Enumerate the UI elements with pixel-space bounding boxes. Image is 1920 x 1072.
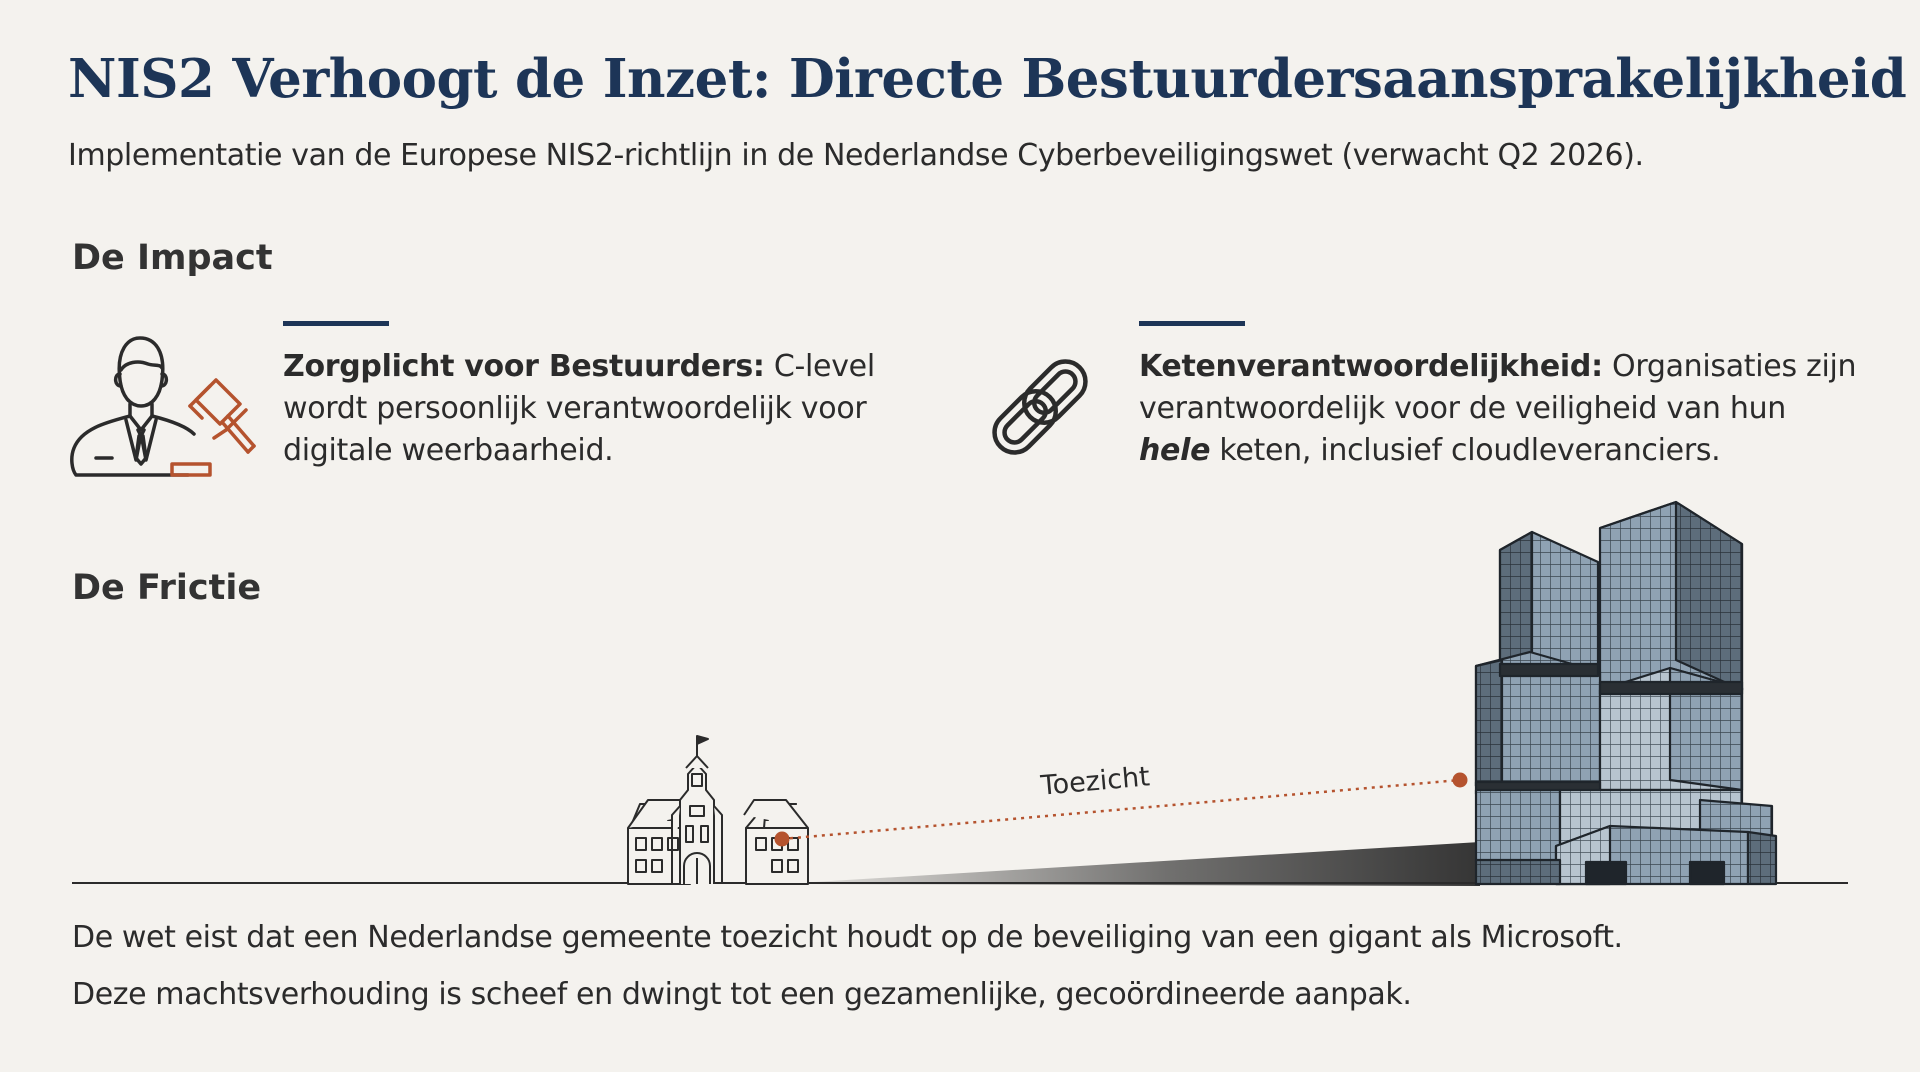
connector-endpoint-left (775, 832, 790, 847)
card-body: C-level wordt persoonlijk verantwoordelijk voor digitale weerbaarheid. (283, 349, 875, 468)
card-bold-label: Zorgplicht voor Bestuurders: (283, 349, 765, 384)
frictie-heading: De Frictie (72, 568, 262, 608)
card-bold-label: Ketenverantwoordelijkheid: (1139, 349, 1603, 384)
town-hall-icon (628, 736, 808, 884)
page-subtitle: Implementatie van de Europese NIS2-richtlijn in de Nederlandse Cyberbeveiligingswet (verwacht Q2 2026). (68, 138, 1644, 173)
card-text (283, 346, 883, 472)
card-text (1139, 346, 1859, 472)
card-emphasis: hele (1139, 433, 1211, 468)
impact-heading: De Impact (72, 238, 273, 278)
shadow-wedge (780, 842, 1480, 886)
toezicht-label: Toezicht (1039, 761, 1152, 802)
person-with-gavel-icon (68, 330, 258, 485)
chain-link-icon (968, 335, 1113, 480)
frictie-text-line-1: De wet eist dat een Nederlandse gemeente toezicht houdt op de beveiliging van een gigant als Microsoft. (72, 920, 1623, 955)
frictie-text-line-2: Deze machtsverhouding is scheef en dwingt tot een gezamenlijke, gecoördineerde aanpak. (72, 977, 1412, 1012)
skyscraper-icon (1476, 502, 1776, 884)
card-rule (1139, 321, 1245, 326)
card-body-before: Organisaties zijn verantwoordelijk voor de veiligheid van hun (1139, 349, 1857, 426)
card-body-after: keten, inclusief cloudleveranciers. (1210, 433, 1721, 468)
page-title: NIS2 Verhoogt de Inzet: Directe Bestuurdersaansprakelijkheid (68, 48, 1907, 110)
frictie-illustration (0, 480, 1920, 920)
connector-endpoint-right (1453, 773, 1468, 788)
card-rule (283, 321, 389, 326)
